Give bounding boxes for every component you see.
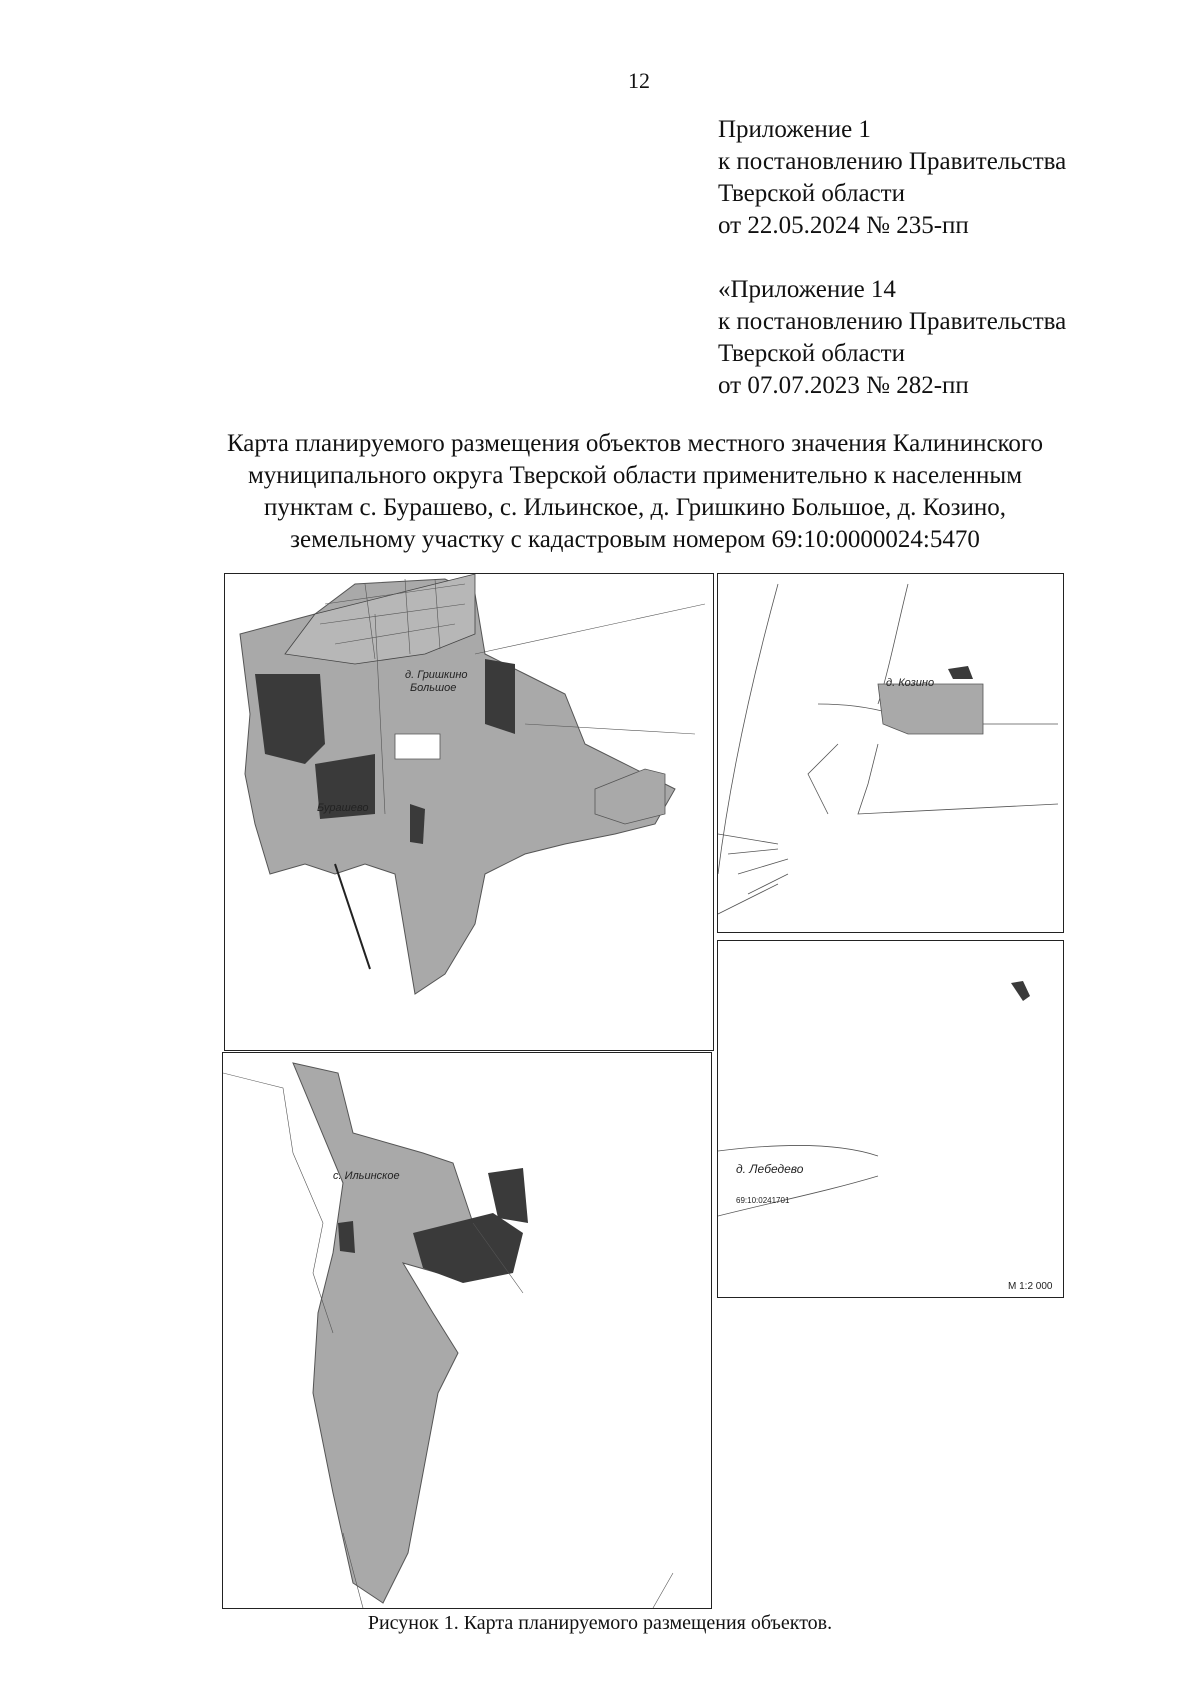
- lebedevo-cadastral-number: 69:10:0241701: [736, 1196, 790, 1205]
- label-lebedevo: д. Лебедево: [736, 1162, 804, 1176]
- label-kozino: д. Козино: [886, 677, 935, 689]
- appendix-1-block: [718, 114, 1066, 242]
- title-line: Карта планируемого размещения объектов местного значения Калининского: [226, 430, 1044, 457]
- title-line: земельному участку с кадастровым номером 69:10:0000024:5470: [290, 526, 980, 553]
- title-line: муниципального округа Тверской области применительно к населенным: [247, 462, 1023, 489]
- document-title: [150, 428, 1120, 556]
- map-burashevo: [224, 573, 714, 1051]
- appendix-1-line: Приложение 1: [718, 116, 871, 143]
- label-grishkino-1: д. Гришкино: [405, 669, 468, 681]
- map-ilyinskoe-drawing: [223, 1053, 711, 1608]
- page-number: 12: [628, 68, 650, 93]
- appendix-1-line: к постановлению Правительства: [718, 148, 1067, 175]
- appendix-1-line: от 22.05.2024 № 235-пп: [718, 212, 969, 239]
- appendix-14-line: от 07.07.2023 № 282-пп: [718, 372, 969, 399]
- appendix-14-line: к постановлению Правительства: [718, 308, 1067, 335]
- map-lebedevo: [717, 940, 1064, 1298]
- map-lebedevo-drawing: [718, 941, 1063, 1297]
- map-burashevo-drawing: [225, 574, 713, 1050]
- appendix-1-line: Тверской области: [718, 180, 905, 207]
- map-scale: М 1:2 000: [1008, 1281, 1053, 1292]
- label-ilyinskoe: с. Ильинское: [333, 1170, 400, 1182]
- map-ilyinskoe: [222, 1052, 712, 1609]
- label-grishkino-2: Большое: [410, 682, 457, 694]
- map-kozino-drawing: [718, 574, 1063, 932]
- figure-caption: Рисунок 1. Карта планируемого размещения объектов.: [367, 1612, 833, 1634]
- map-kozino: [717, 573, 1064, 933]
- appendix-14-line: Тверской области: [718, 340, 905, 367]
- appendix-14-block: [718, 274, 1066, 402]
- appendix-14-line: «Приложение 14: [718, 276, 896, 303]
- label-burashevo: Бурашево: [317, 802, 369, 814]
- title-line: пунктам с. Бурашево, с. Ильинское, д. Гришкино Большое, д. Козино,: [263, 494, 1006, 521]
